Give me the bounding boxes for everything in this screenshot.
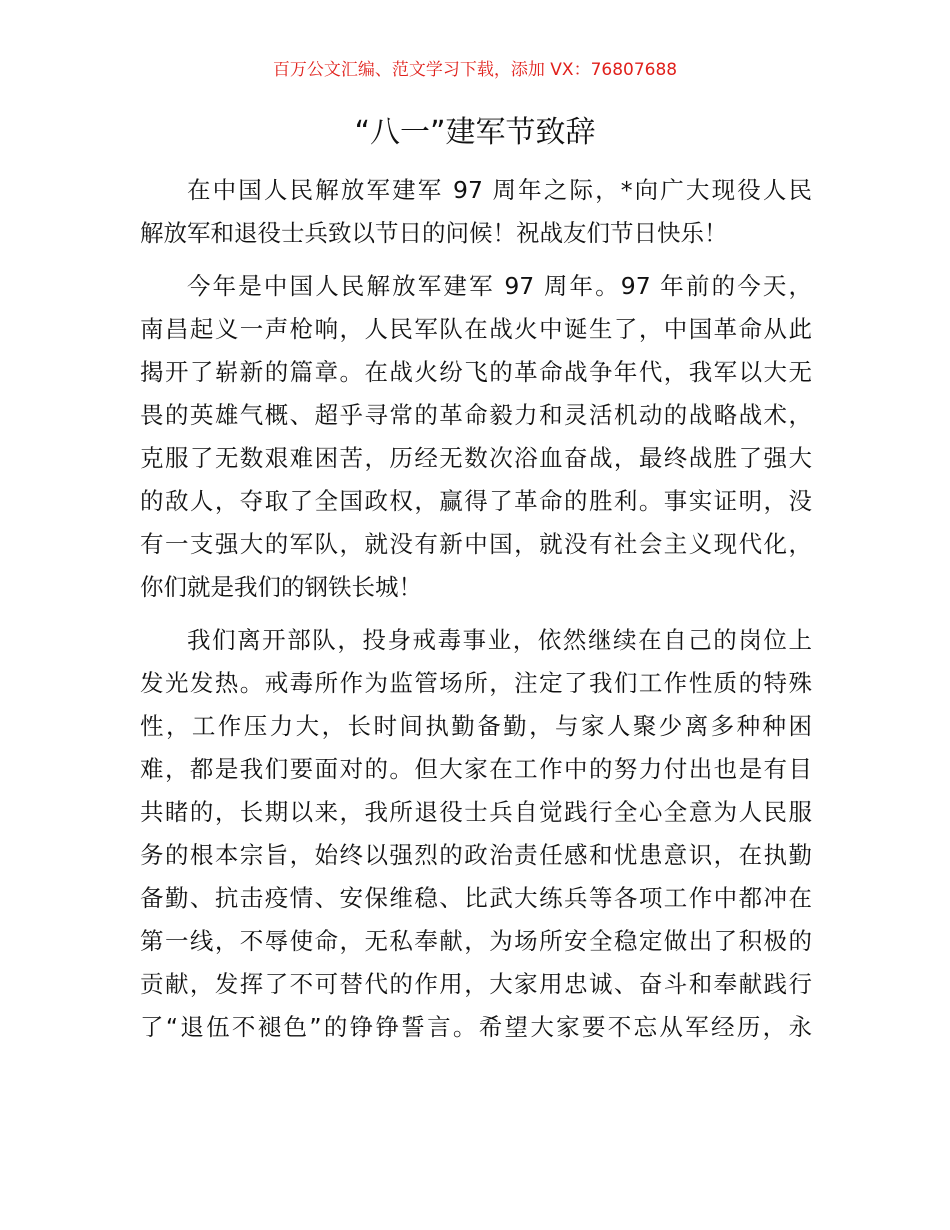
text-line: 今年是中国人民解放军建军 97 周年。97 年前的今天， <box>187 272 812 300</box>
text-line: 的敌人，夺取了全国政权，赢得了革命的胜利。事实证明，没 <box>140 487 812 515</box>
paragraph-2 <box>140 265 812 609</box>
text-line: 揭开了崭新的篇章。在战火纷飞的革命战争年代，我军以大无 <box>140 358 812 386</box>
text-line: 南昌起义一声枪响，人民军队在战火中诞生了，中国革命从此 <box>140 315 812 343</box>
text-line: 了“退伍不褪色”的铮铮誓言。希望大家要不忘从军经历，永 <box>140 1013 812 1041</box>
text-line: 发光发热。戒毒所作为监管场所，注定了我们工作性质的特殊 <box>140 669 812 697</box>
text-line: 贡献，发挥了不可替代的作用，大家用忠诚、奋斗和奉献践行 <box>140 970 812 998</box>
text-line: 克服了无数艰难困苦，历经无数次浴血奋战，最终战胜了强大 <box>140 444 812 472</box>
text-line: 我们离开部队，投身戒毒事业，依然继续在自己的岗位上 <box>187 626 812 654</box>
watermark-banner: 百万公文汇编、范文学习下载，添加 VX：76807688 <box>272 60 678 80</box>
text-line: 解放军和退役士兵致以节日的问候！祝战友们节日快乐！ <box>140 219 728 247</box>
text-line: 备勤、抗击疫情、安保维稳、比武大练兵等各项工作中都冲在 <box>140 884 812 912</box>
text-line: 难，都是我们要面对的。但大家在工作中的努力付出也是有目 <box>140 755 812 783</box>
text-line: 第一线，不辱使命，无私奉献，为场所安全稳定做出了积极的 <box>140 927 812 955</box>
document-body <box>140 169 812 1059</box>
text-line: 有一支强大的军队，就没有新中国，就没有社会主义现代化， <box>140 530 812 558</box>
text-line: 畏的英雄气概、超乎寻常的革命毅力和灵活机动的战略战术， <box>140 401 812 429</box>
paragraph-1 <box>140 169 812 255</box>
document-title: “八一”建军节致辞 <box>354 115 596 150</box>
text-line: 性，工作压力大，长时间执勤备勤，与家人聚少离多种种困 <box>140 712 812 740</box>
paragraph-3 <box>140 619 812 1049</box>
text-line: 务的根本宗旨，始终以强烈的政治责任感和忧患意识，在执勤 <box>140 841 812 869</box>
text-line: 在中国人民解放军建军 97 周年之际，*向广大现役人民 <box>187 176 812 204</box>
text-line: 你们就是我们的钢铁长城！ <box>140 573 422 601</box>
text-line: 共睹的，长期以来，我所退役士兵自觉践行全心全意为人民服 <box>140 798 812 826</box>
